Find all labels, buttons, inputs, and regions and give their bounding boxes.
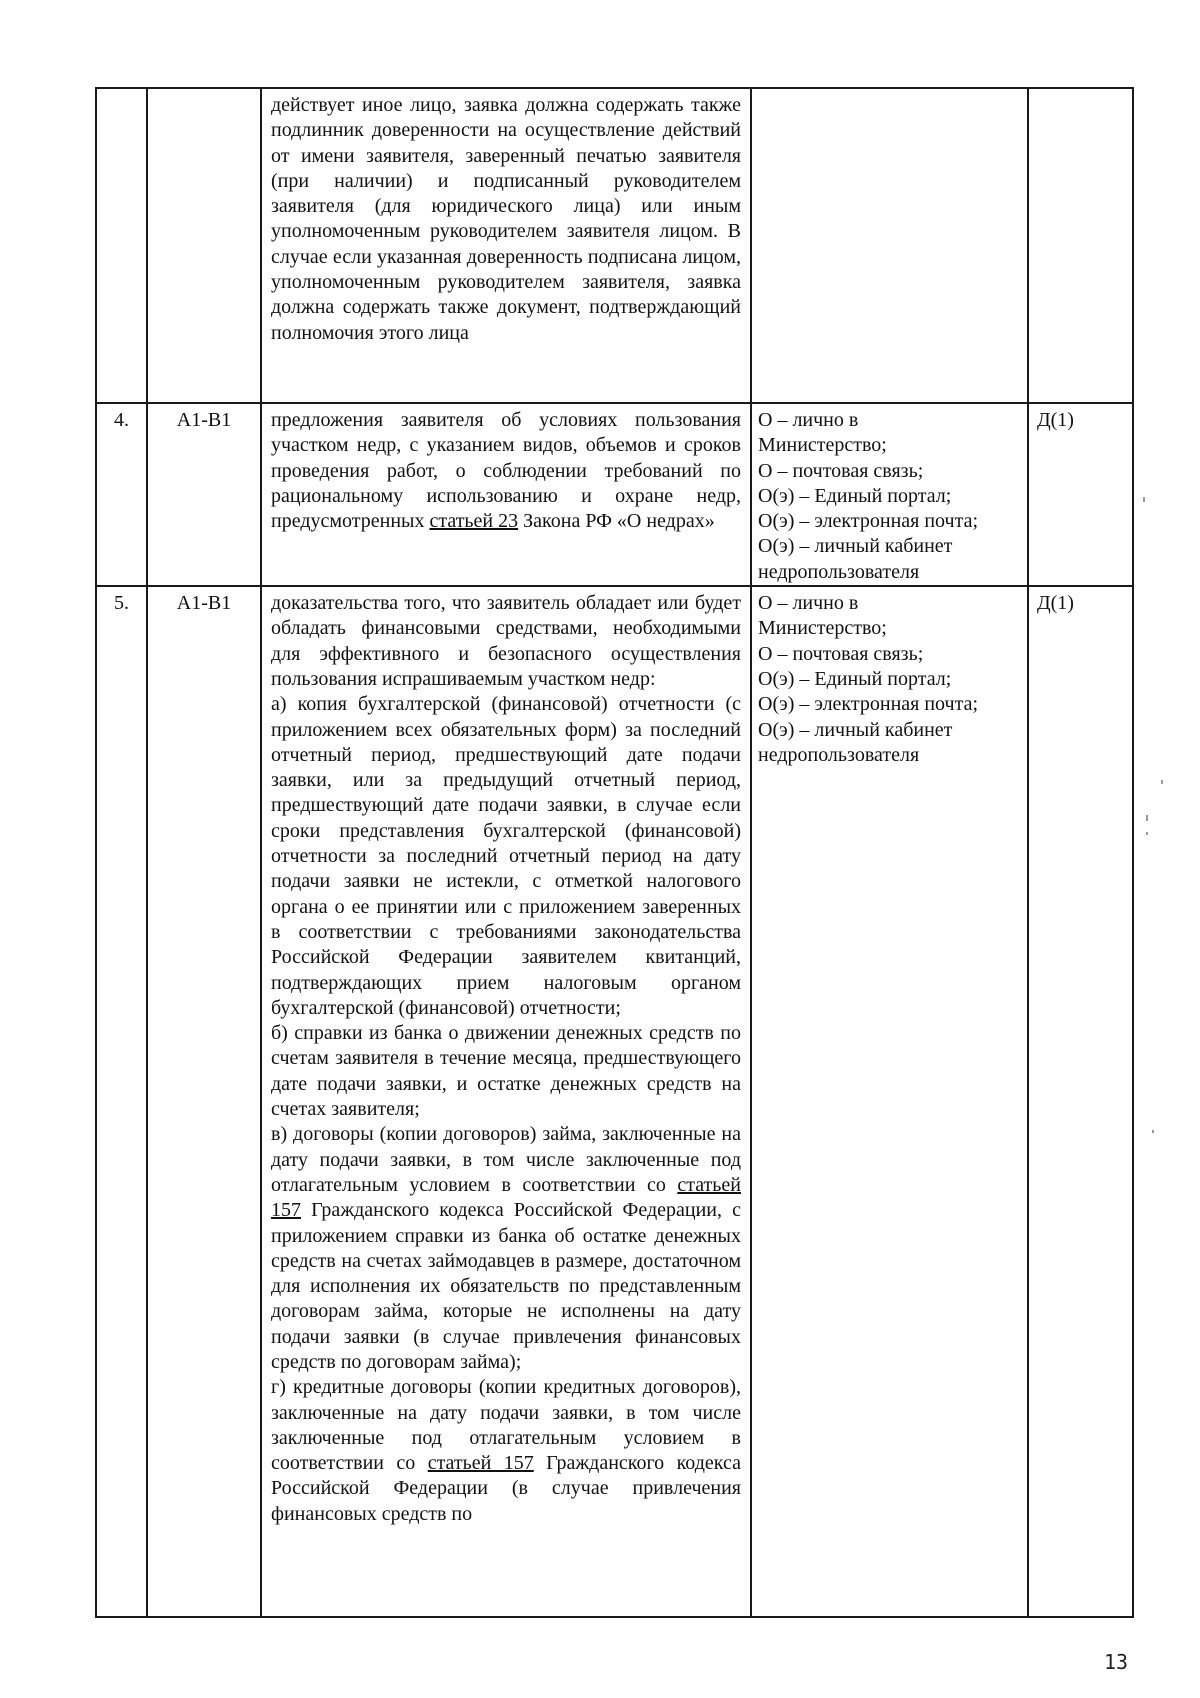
description-paragraph	[271, 1375, 741, 1527]
description-paragraph: а) копия бухгалтерской (финансовой) отчетности (с приложением всех обязательных форм) за последний отчетный период, предшествующий дате подачи заявки, или за предыдущий отчетный период, предшествующий дате подачи заявки, в случае если сроки представления бухгалтерской (финансовой) отчетности за последний отчетный период на дату подачи заявки не истекли, с отметкой налогового органа о ее принятии или с приложением заверенных в соответствии с требованиями законодательства Российской Федерации заявителем квитанций, подтверждающих прием налоговым органом бухгалтерской (финансовой) отчетности;	[271, 693, 741, 1019]
page-number: 13	[1104, 1650, 1129, 1674]
row-code: А1-В1	[147, 403, 261, 586]
method-line: О – почтовая связь;	[758, 642, 924, 665]
method-line: О(э) – электронная почта;	[758, 510, 979, 533]
row-document-type	[1028, 88, 1133, 403]
method-line: О – лично в	[758, 592, 859, 615]
method-line: Министерство;	[758, 617, 887, 640]
row-submission-method	[751, 403, 1028, 586]
scan-artifact	[1146, 815, 1148, 821]
description-text: Гражданского кодекса Российской Федерации, с приложением справки из банка об остатке денежных средств на счетах займодавцев в размере, достаточном для исполнения их обязательств по представленным договорам займа, которые не исполнены на дату подачи заявки (в случае привлечения финансовых средств по договорам займа);	[271, 1199, 741, 1373]
description-text: г) кредитные договоры (копии кредитных договоров), заключенные на дату подачи заявки, в том числе заключенные под отлагательным условием в соответствии со	[271, 1376, 741, 1475]
scan-artifact	[1146, 832, 1148, 835]
method-line: О – лично в	[758, 409, 859, 431]
description-paragraph	[271, 408, 741, 534]
row-document-type: Д(1)	[1028, 403, 1133, 586]
requirements-table	[95, 87, 1134, 1618]
method-line: Министерство;	[758, 434, 887, 457]
row-document-type: Д(1)	[1028, 586, 1133, 1617]
row-code: А1-В1	[147, 586, 261, 1617]
table-row-4	[96, 403, 1133, 586]
description-paragraph	[271, 1122, 741, 1375]
row-number: 5.	[96, 586, 147, 1617]
description-text: Гражданского кодекса Российской Федерации (в случае привлечения финансовых средств по	[271, 1452, 741, 1525]
row-submission-method	[751, 586, 1028, 1617]
table-row-5	[96, 586, 1133, 1617]
law-article-link[interactable]: статьей 157	[427, 1452, 534, 1475]
law-article-link[interactable]: статьей 23	[429, 510, 519, 533]
row-description	[261, 403, 751, 586]
method-line: О(э) – Единый портал;	[758, 484, 952, 507]
method-line: О(э) – личный кабинет	[758, 535, 953, 558]
table-row-continuation	[96, 88, 1133, 403]
method-line: О – почтовая связь;	[758, 459, 924, 482]
description-paragraph: доказательства того, что заявитель обладает или будет обладать финансовыми средствами, необходимыми для эффективного и безопасного осуществления пользования испрашиваемым участком недр:	[271, 592, 741, 690]
method-line: О(э) – Единый портал;	[758, 667, 952, 690]
scan-artifact	[1161, 780, 1163, 784]
row-code	[147, 88, 261, 403]
method-line: О(э) – личный кабинет	[758, 718, 953, 741]
description-paragraph: б) справки из банка о движении денежных средств по счетам заявителя в течение месяца, предшествующего дате подачи заявки, и остатке денежных средств на счетах заявителя;	[271, 1022, 741, 1121]
row-number: 4.	[96, 403, 147, 586]
method-line: О(э) – электронная почта;	[758, 693, 979, 716]
method-line: недропользователя	[758, 743, 920, 766]
description-text: предложения заявителя об условиях пользования участком недр, с указанием видов, объемов и сроков проведения работ, о соблюдении требований по рациональному использованию и охране недр, предусмотренных	[271, 409, 741, 533]
scan-artifact	[1152, 1130, 1154, 1133]
scan-artifact	[1143, 497, 1145, 502]
law-article-link[interactable]: статьей 157	[271, 1173, 741, 1222]
row-number	[96, 88, 147, 403]
row-description	[261, 88, 751, 403]
description-paragraph: действует иное лицо, заявка должна содержать также подлинник доверенности на осуществление действий от имени заявителя, заверенный печатью заявителя (при наличии) и подписанный руководителем заявителя (для юридического лица) или иным уполномоченным руководителем заявителя лицом. В случае если указанная доверенность подписана лицом, уполномоченным руководителем заявителя, заявка должна содержать также документ, подтверждающий полномочия этого лица	[271, 94, 741, 344]
row-submission-method	[751, 88, 1028, 403]
description-text: в) договоры (копии договоров) займа, заключенные на дату подачи заявки, в том числе заключенные под отлагательным условием в соответствии со	[271, 1123, 741, 1196]
method-line: недропользователя	[758, 560, 920, 583]
description-text: Закона РФ «О недрах»	[518, 510, 715, 533]
row-description	[261, 586, 751, 1617]
